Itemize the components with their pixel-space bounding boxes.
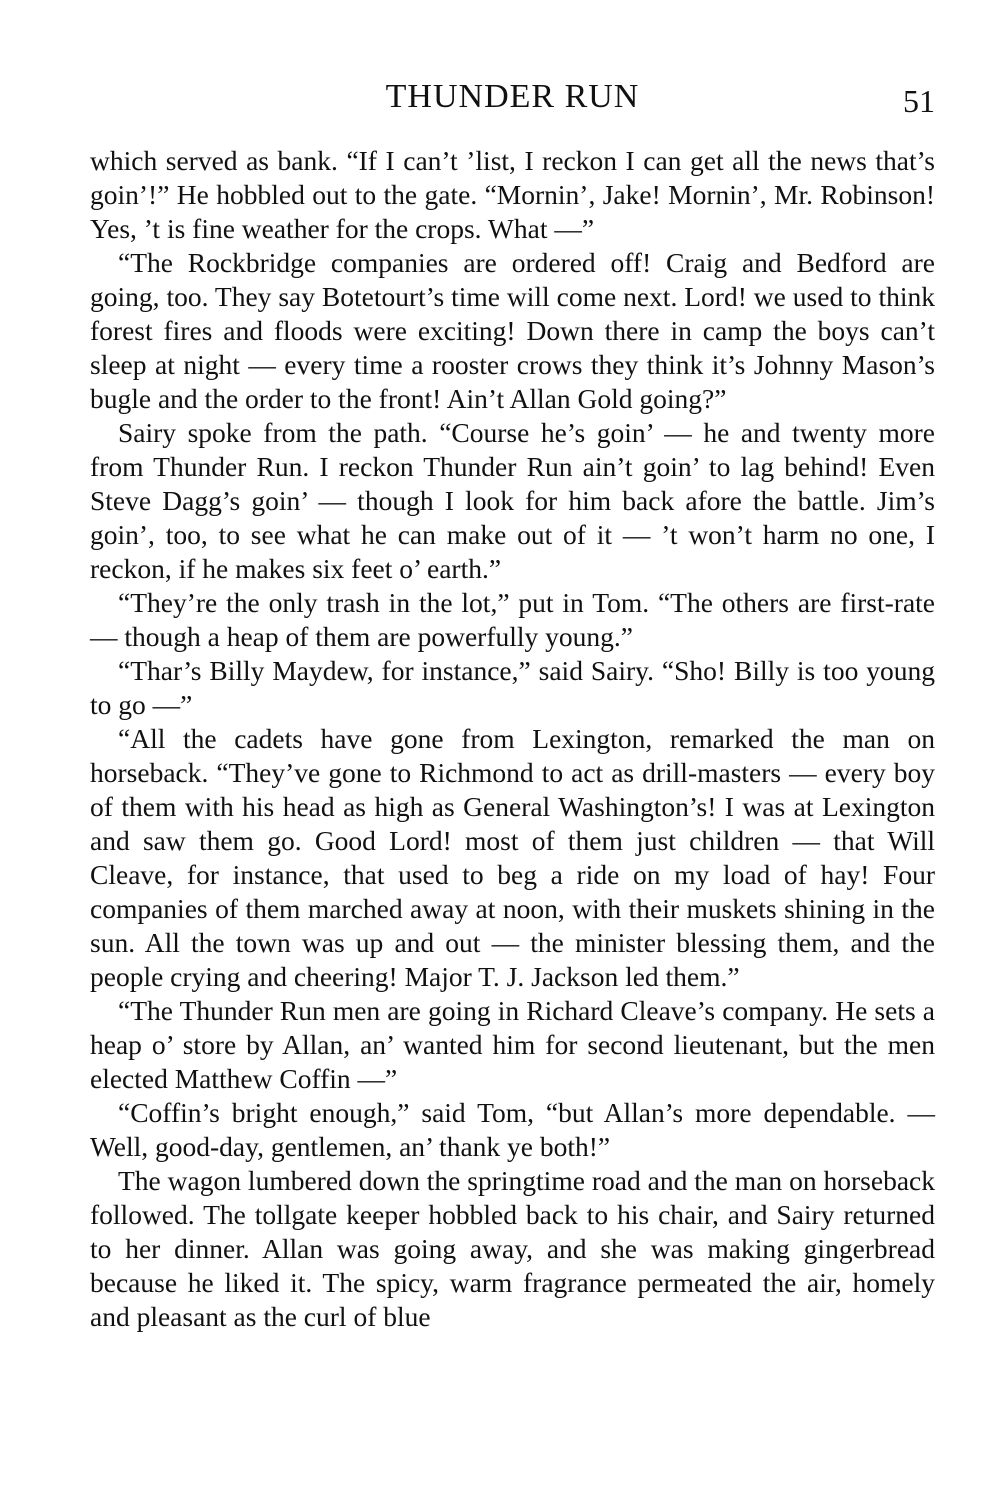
- page-number: 51: [903, 83, 935, 119]
- paragraph: “The Thunder Run men are going in Richard Cleave’s company. He sets a heap o’ store by Allan, an’ wanted him for second lieutenant, but the men elected Matthew Coffin —”: [90, 995, 935, 1094]
- paragraph: “The Rockbridge companies are ordered off! Craig and Bedford are going, too. They say Botetourt’s time will come next. Lord! we used to think forest fires and floods were exciting! Down there in camp the boys can’t sleep at night — every time a rooster crows they think it’s Johnny Mason’s bugle and the order to the front! Ain’t Allan Gold going?”: [90, 247, 935, 414]
- paragraph: “They’re the only trash in the lot,” put in Tom. “The others are first-rate — though a heap of them are powerfully young.”: [90, 587, 935, 652]
- text-body: [90, 144, 935, 1334]
- paragraph: “All the cadets have gone from Lexington, remarked the man on horseback. “They’ve gone to Richmond to act as drill-masters — every boy of them with his head as high as General Washington’s! I was at Lexington and saw them go. Good Lord! most of them just children — that Will Cleave, for instance, that used to beg a ride on my load of hay! Four companies of them marched away at noon, with their muskets shining in the sun. All the town was up and out — the minister blessing them, and the people crying and cheering! Major T. J. Jackson led them.”: [90, 723, 935, 992]
- running-head: [90, 74, 935, 120]
- paragraph: “Thar’s Billy Maydew, for instance,” said Sairy. “Sho! Billy is too young to go —”: [90, 655, 935, 720]
- paragraph: which served as bank. “If I can’t ’list, I reckon I can get all the news that’s goin’!” He hobbled out to the gate. “Mornin’, Jake! Mornin’, Mr. Robinson! Yes, ’t is fine weather for the crops. What —”: [90, 145, 935, 244]
- paragraph: Sairy spoke from the path. “Course he’s goin’ — he and twenty more from Thunder Run. I reckon Thunder Run ain’t goin’ to lag behind! Even Steve Dagg’s goin’ — though I look for him back afore the battle. Jim’s goin’, too, to see what he can make out of it — ’t won’t harm no one, I reckon, if he makes six feet o’ earth.”: [90, 417, 935, 584]
- running-title: THUNDER RUN: [385, 78, 640, 115]
- paragraph: The wagon lumbered down the springtime road and the man on horseback followed. The tollgate keeper hobbled back to his chair, and Sairy returned to her dinner. Allan was going away, and she was making gingerbread because he liked it. The spicy, warm fragrance permeated the air, homely and pleasant as the curl of blue: [90, 1165, 935, 1332]
- paragraph: “Coffin’s bright enough,” said Tom, “but Allan’s more dependable. — Well, good-day, gentlemen, an’ thank ye both!”: [90, 1097, 935, 1162]
